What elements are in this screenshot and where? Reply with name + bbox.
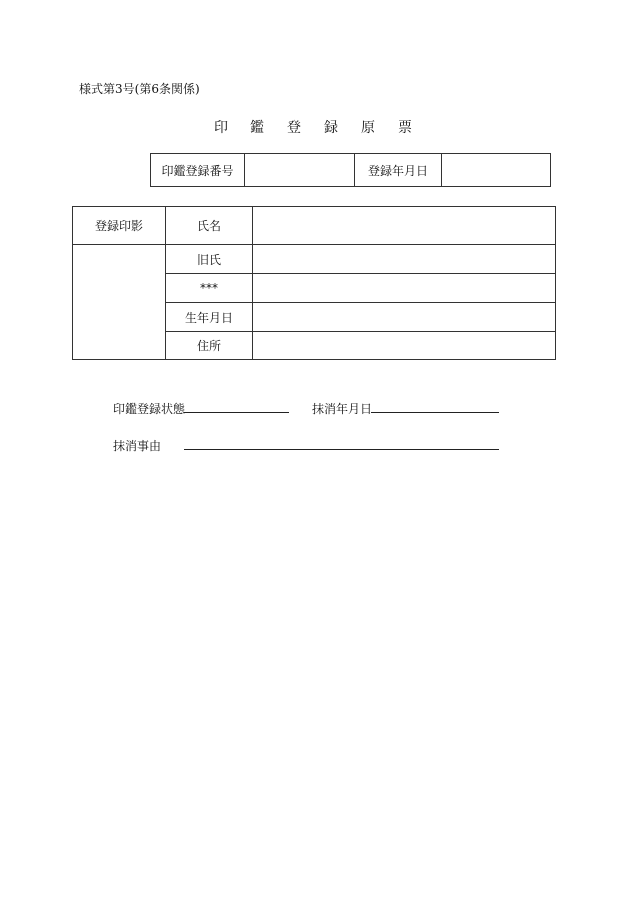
cancel-date-label: 抹消年月日 (312, 402, 373, 416)
reg-number-label: 印鑑登録番号 (150, 153, 245, 187)
cancel-date-line[interactable] (371, 412, 499, 413)
title-char: 原 (361, 120, 375, 136)
status-line[interactable] (184, 412, 289, 413)
form-number: 様式第3号(第6条関係) (79, 82, 200, 96)
name-field[interactable] (252, 206, 556, 245)
title-char: 鑑 (250, 120, 264, 136)
former-surname-field[interactable] (252, 244, 556, 274)
title-char: 印 (214, 120, 228, 136)
address-field[interactable] (252, 331, 556, 360)
seal-impression-area[interactable] (72, 244, 166, 360)
title-char: 録 (324, 120, 338, 136)
name-label: 氏名 (165, 206, 253, 245)
seal-impression-label: 登録印影 (72, 206, 166, 245)
birthdate-field[interactable] (252, 302, 556, 332)
status-label: 印鑑登録状態 (113, 402, 186, 416)
address-label: 住所 (165, 331, 253, 360)
reg-date-label: 登録年月日 (354, 153, 442, 187)
masked-field[interactable] (252, 273, 556, 303)
reg-date-field[interactable] (441, 153, 551, 187)
former-surname-label: 旧氏 (165, 244, 253, 274)
title-char: 登 (287, 120, 301, 136)
masked-label: *** (165, 273, 253, 303)
cancel-reason-line[interactable] (184, 449, 499, 450)
cancel-reason-label: 抹消事由 (113, 439, 162, 453)
title-char: 票 (398, 120, 412, 136)
birthdate-label: 生年月日 (165, 302, 253, 332)
reg-number-field[interactable] (244, 153, 355, 187)
